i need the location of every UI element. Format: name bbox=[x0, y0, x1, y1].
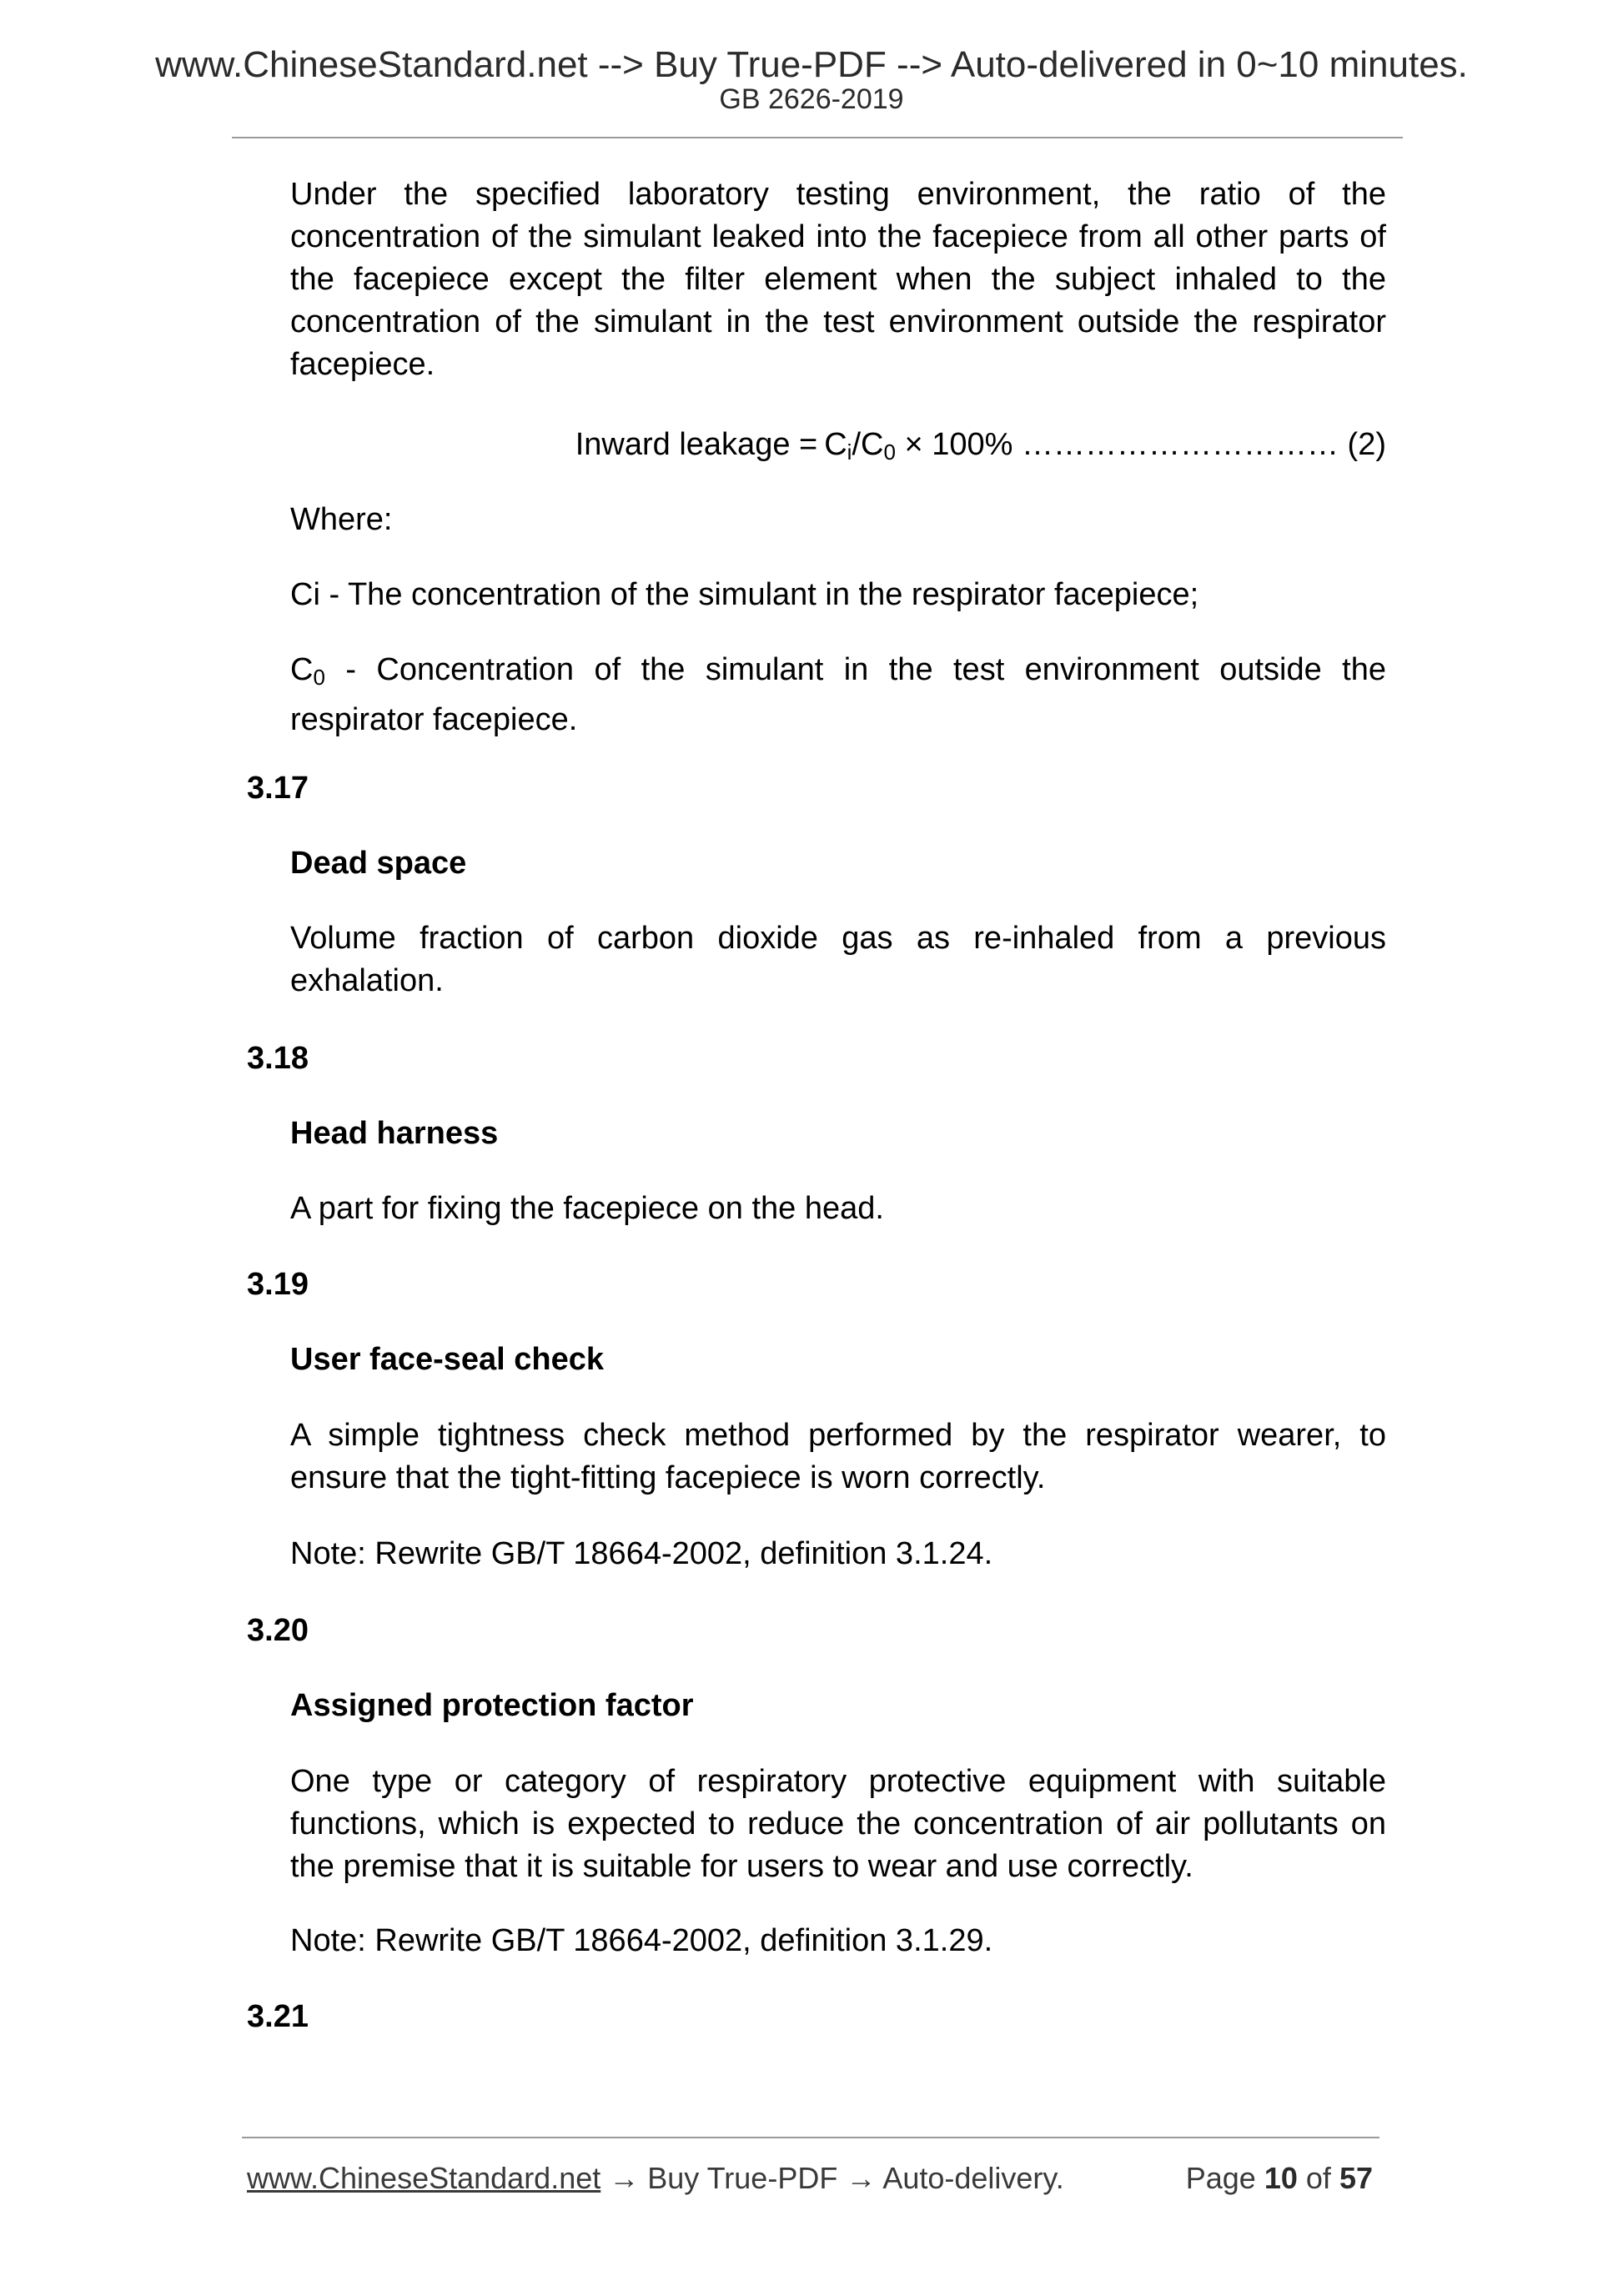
formula-ci: C bbox=[824, 427, 847, 462]
section-number: 3.17 bbox=[247, 771, 309, 806]
section-number: 3.20 bbox=[247, 1613, 309, 1648]
term-title: Assigned protection factor bbox=[290, 1688, 694, 1723]
page-number: 10 bbox=[1264, 2161, 1298, 2195]
formula-c0-subscript: 0 bbox=[883, 440, 896, 465]
c0-symbol: C bbox=[290, 652, 314, 687]
c0-text: - Concentration of the simulant in the test environment outside the respirator facepiece. bbox=[290, 652, 1386, 737]
footer-tagline: → Buy True-PDF → Auto-delivery. bbox=[600, 2161, 1064, 2195]
formula-ci-subscript: i bbox=[847, 440, 852, 465]
standard-code: GB 2626-2019 bbox=[719, 83, 904, 115]
footer-divider bbox=[242, 2137, 1379, 2138]
header-divider bbox=[232, 137, 1403, 138]
where-ci-definition: Ci - The concentration of the simulant in the respirator facepiece; bbox=[290, 577, 1199, 612]
page-indicator bbox=[1186, 2160, 1373, 2197]
where-label: Where: bbox=[290, 502, 393, 537]
term-title: Dead space bbox=[290, 846, 467, 881]
section-number: 3.19 bbox=[247, 1267, 309, 1302]
page-of-label: of bbox=[1305, 2161, 1331, 2195]
term-definition: A simple tightness check method performed by the respirator wearer, to ensure that the tight-fitting facepiece is worn correctly. bbox=[290, 1418, 1386, 1495]
section-number: 3.21 bbox=[247, 1999, 309, 2034]
footer-site-link[interactable]: www.ChineseStandard.net bbox=[247, 2161, 601, 2195]
term-note: Note: Rewrite GB/T 18664-2002, definition 3.1.29. bbox=[290, 1923, 993, 1958]
term-definition: Volume fraction of carbon dioxide gas as re-inhaled from a previous exhalation. bbox=[290, 921, 1386, 998]
term-definition: One type or category of respiratory protective equipment with suitable functions, which is expected to reduce the concentration of air pollutants on the premise that it is suitable for users to wear and use correctly. bbox=[290, 1764, 1386, 1884]
site-banner: www.ChineseStandard.net --> Buy True-PDF --> Auto-delivered in 0~10 minutes. bbox=[155, 44, 1468, 85]
formula-rest: × 100% ………………………… (2) bbox=[895, 427, 1386, 462]
formula-c0: C bbox=[861, 427, 884, 462]
c0-subscript: 0 bbox=[313, 665, 325, 690]
term-title: Head harness bbox=[290, 1116, 499, 1151]
inward-leakage-formula bbox=[290, 424, 1386, 474]
formula-slash: / bbox=[852, 427, 862, 462]
page-total: 57 bbox=[1339, 2161, 1373, 2195]
page-label: Page bbox=[1185, 2161, 1256, 2195]
page-footer bbox=[247, 2160, 1379, 2197]
formula-lhs: Inward leakage = bbox=[575, 427, 818, 462]
term-title: User face-seal check bbox=[290, 1342, 605, 1377]
term-definition: A part for fixing the facepiece on the head. bbox=[290, 1191, 884, 1226]
where-c0-definition bbox=[290, 649, 1386, 741]
section-number: 3.18 bbox=[247, 1041, 309, 1076]
term-note: Note: Rewrite GB/T 18664-2002, definition 3.1.24. bbox=[290, 1536, 993, 1571]
intro-paragraph: Under the specified laboratory testing environment, the ratio of the concentration of the simulant leaked into the facepiece from all other parts of the facepiece except the filter element when the subject inhaled to the concentration of the simulant in the test environment outside the respirator facepiece. bbox=[290, 177, 1386, 382]
